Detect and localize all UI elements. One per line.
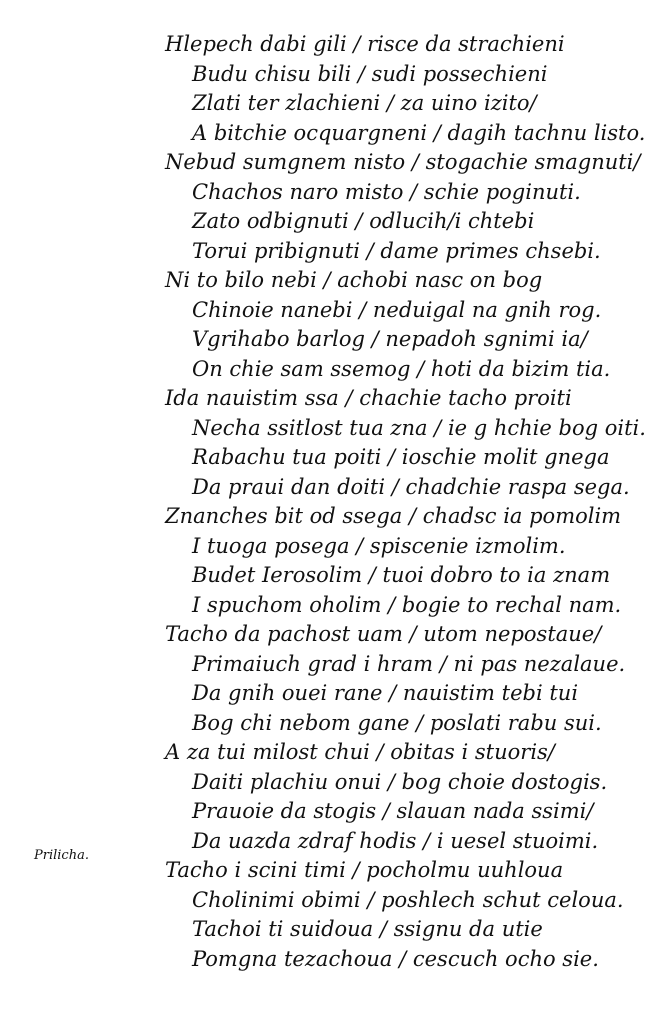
verse-line-stanza-start: Tacho da pachost uam / utom nepostaue/: [165, 622, 602, 646]
verse-line: Chachos naro misto / schie poginuti.: [192, 179, 581, 204]
verse-line: Vgrihabo barlog / nepadoh sgnimi ia/: [192, 327, 588, 351]
verse-line: Necha ssitlost tua zna / ie g hchie bog oiti.: [192, 415, 646, 440]
verse-line: Budet Ierosolim / tuoi dobro to ia znam: [192, 563, 611, 587]
verse-line-stanza-start: A za tui milost chui / obitas i stuoris/: [165, 740, 555, 764]
verse-line: I spuchom oholim / bogie to rechal nam.: [192, 592, 622, 617]
verse-line-stanza-start: Nebud sumgnem nisto / stogachie smagnuti/: [165, 150, 641, 174]
verse-line: Budu chisu bili / sudi possechieni: [192, 61, 548, 86]
verse-line: Torui pribignuti / dame primes chsebi.: [192, 238, 601, 263]
verse-line: Prauoie da stogis / slauan nada ssimi/: [192, 799, 594, 823]
verse-line: Da praui dan doiti / chadchie raspa sega.: [192, 474, 630, 499]
verse-line: Rabachu tua poiti / ioschie molit gnega: [192, 445, 610, 469]
verse-line: On chie sam ssemog / hoti da bizim tia.: [192, 356, 611, 381]
verse-line: Daiti plachiu onui / bog choie dostogis.: [192, 769, 608, 794]
verse-line: Bog chi nebom gane / poslati rabu sui.: [192, 710, 602, 735]
verse-line: Primaiuch grad i hram / ni pas nezalaue.: [192, 651, 626, 676]
verse-line: Zato odbignuti / odlucih/i chtebi: [192, 209, 535, 233]
verse-line-stanza-start: Hlepech dabi gili / risce da strachieni: [165, 32, 565, 56]
verse-line: I tuoga posega / spiscenie izmolim.: [192, 533, 566, 558]
verse-line-stanza-start: Tacho i scini timi / pocholmu uuhloua: [165, 858, 564, 882]
verse-line: A bitchie ocquargneni / dagih tachnu listo.: [192, 120, 646, 145]
marginal-note: Prilicha.: [34, 848, 89, 863]
verse-line-stanza-start: Ni to bilo nebi / achobi nasc on bog: [165, 268, 543, 292]
verse-line: Chinoie nanebi / neduigal na gnih rog.: [192, 297, 602, 322]
verse-line: Zlati ter zlachieni / za uino izito/: [192, 91, 537, 115]
verse-line: Da gnih ouei rane / nauistim tebi tui: [192, 681, 579, 705]
verse-line-stanza-start: Ida nauistim ssa / chachie tacho proiti: [165, 386, 572, 410]
verse-line: Da uazda zdraf hodis / i uesel stuoimi.: [192, 828, 599, 853]
verse-line: Cholinimi obimi / poshlech schut celoua.: [192, 887, 624, 912]
verse-line-stanza-start: Znanches bit od ssega / chadsc ia pomolim: [165, 504, 622, 528]
verse-line: Tachoi ti suidoua / ssignu da utie: [192, 917, 543, 941]
verse-line: Pomgna tezachoua / cescuch ocho sie.: [192, 946, 599, 971]
